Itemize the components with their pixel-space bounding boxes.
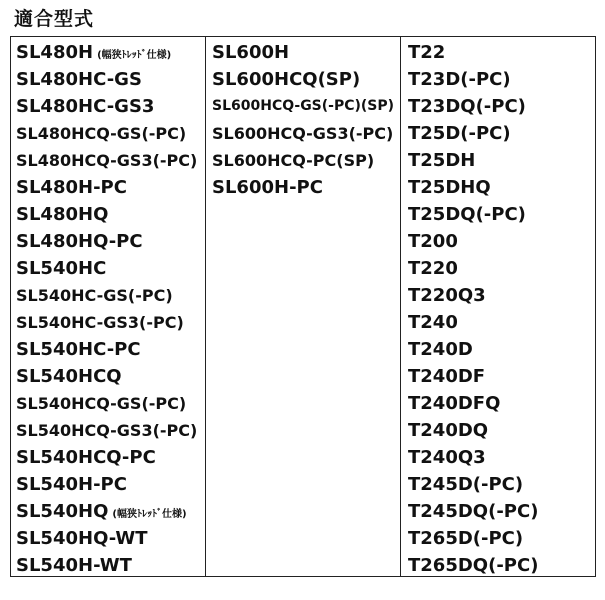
model-cell: SL540HQ-WT (16, 528, 148, 549)
model-cell: SL480HCQ-GS3(-PC) (16, 151, 198, 170)
model-cell: T23D(-PC) (408, 69, 511, 90)
model-cell: SL600HCQ-PC(SP) (212, 151, 375, 170)
model-cell: SL540HQ (幅狭ﾄﾚｯﾄﾞ仕様) (16, 501, 187, 522)
model-cell: SL480H-PC (16, 177, 127, 198)
model-cell: T220Q3 (408, 285, 486, 306)
models-column-2 (206, 37, 401, 576)
model-cell: SL540HCQ (16, 366, 122, 387)
model-cell: T265D(-PC) (408, 528, 524, 549)
model-cell: SL540HCQ-GS(-PC) (16, 394, 187, 413)
model-cell: T245D(-PC) (408, 474, 524, 495)
model-cell: SL540HCQ-GS3(-PC) (16, 421, 198, 440)
model-cell: SL600H-PC (212, 177, 323, 198)
model-cell: T240DFQ (408, 393, 501, 414)
model-cell: T200 (408, 231, 458, 252)
model-cell: SL600H (212, 42, 290, 63)
model-cell: T25DH (408, 150, 476, 171)
model-cell: SL480HC-GS3 (16, 96, 155, 117)
model-cell: SL540H-WT (16, 555, 132, 576)
model-cell: SL540HC-GS(-PC) (16, 286, 173, 305)
model-note: (幅狭ﾄﾚｯﾄﾞ仕様) (97, 50, 172, 61)
model-cell: SL600HCQ-GS(-PC)(SP) (212, 98, 395, 114)
model-cell: SL540HC (16, 258, 107, 279)
model-cell: SL600HCQ(SP) (212, 69, 361, 90)
model-cell: T22 (408, 42, 446, 63)
models-column-1 (11, 37, 206, 576)
models-column-3 (401, 37, 595, 576)
model-cell: SL540HC-PC (16, 339, 141, 360)
model-cell: T25DQ(-PC) (408, 204, 526, 225)
model-note: (幅狭ﾄﾚｯﾄﾞ仕様) (112, 509, 187, 520)
model-cell: T25DHQ (408, 177, 491, 198)
model-cell: SL480HQ (16, 204, 109, 225)
model-cell: SL480HQ-PC (16, 231, 143, 252)
model-cell: SL480H (幅狭ﾄﾚｯﾄﾞ仕様) (16, 42, 172, 63)
model-cell: SL480HCQ-GS(-PC) (16, 124, 187, 143)
model-cell: T240DF (408, 366, 486, 387)
model-cell: T25D(-PC) (408, 123, 511, 144)
model-cell: T265DQ(-PC) (408, 555, 539, 576)
model-cell: SL600HCQ-GS3(-PC) (212, 124, 394, 143)
compatible-models-table (10, 36, 596, 577)
model-cell: SL480HC-GS (16, 69, 142, 90)
model-cell: T240Q3 (408, 447, 486, 468)
model-cell: SL540HC-GS3(-PC) (16, 313, 184, 332)
model-cell: T240 (408, 312, 458, 333)
model-cell: SL540H-PC (16, 474, 127, 495)
model-cell: T23DQ(-PC) (408, 96, 526, 117)
model-cell: T245DQ(-PC) (408, 501, 539, 522)
model-cell: T220 (408, 258, 458, 279)
model-cell: T240D (408, 339, 473, 360)
page-title: 適合型式 (14, 8, 95, 30)
model-cell: T240DQ (408, 420, 489, 441)
model-cell: SL540HCQ-PC (16, 447, 156, 468)
